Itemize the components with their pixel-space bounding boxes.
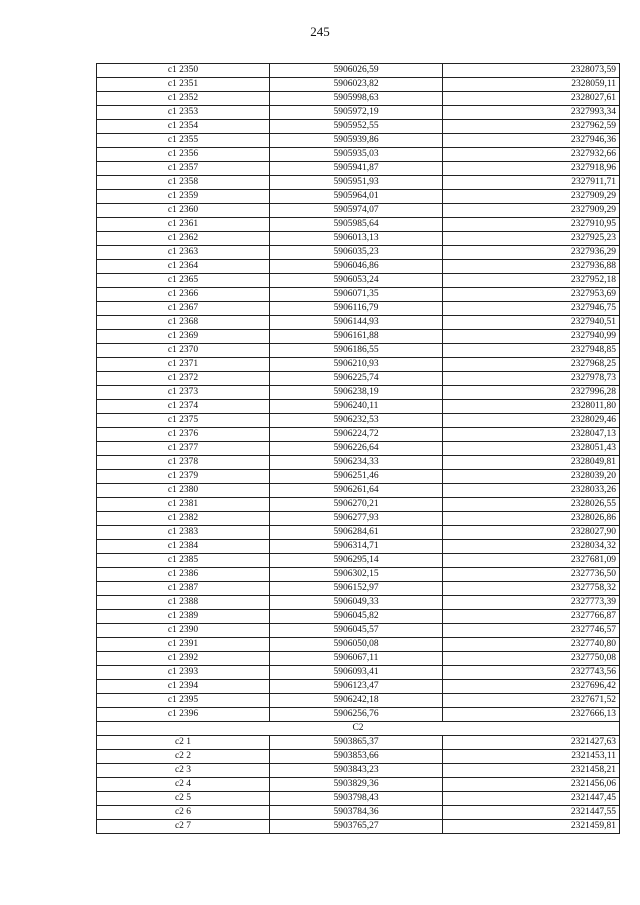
table-row (97, 764, 620, 778)
table-row (97, 694, 620, 708)
x-coordinate-cell: 5906242,18 (270, 694, 443, 708)
table-row (97, 204, 620, 218)
point-id-cell: c1 2386 (97, 568, 270, 582)
table-row (97, 498, 620, 512)
table-row (97, 260, 620, 274)
point-id-cell: c2 2 (97, 750, 270, 764)
table-row (97, 442, 620, 456)
x-coordinate-cell: 5905935,03 (270, 148, 443, 162)
x-coordinate-cell: 5906161,88 (270, 330, 443, 344)
y-coordinate-cell: 2328027,61 (443, 92, 620, 106)
x-coordinate-cell: 5906238,19 (270, 386, 443, 400)
point-id-cell: c1 2364 (97, 260, 270, 274)
point-id-cell: c1 2365 (97, 274, 270, 288)
point-id-cell: c1 2362 (97, 232, 270, 246)
y-coordinate-cell: 2327696,42 (443, 680, 620, 694)
x-coordinate-cell: 5906049,33 (270, 596, 443, 610)
x-coordinate-cell: 5906067,11 (270, 652, 443, 666)
x-coordinate-cell: 5906302,15 (270, 568, 443, 582)
table-row (97, 624, 620, 638)
point-id-cell: c1 2366 (97, 288, 270, 302)
table-row (97, 568, 620, 582)
table-row (97, 302, 620, 316)
point-id-cell: c1 2359 (97, 190, 270, 204)
y-coordinate-cell: 2328011,80 (443, 400, 620, 414)
y-coordinate-cell: 2327911,71 (443, 176, 620, 190)
point-id-cell: c1 2391 (97, 638, 270, 652)
y-coordinate-cell: 2328033,26 (443, 484, 620, 498)
y-coordinate-cell: 2327925,23 (443, 232, 620, 246)
x-coordinate-cell: 5906256,76 (270, 708, 443, 722)
x-coordinate-cell: 5906251,46 (270, 470, 443, 484)
table-row (97, 92, 620, 106)
y-coordinate-cell: 2327671,52 (443, 694, 620, 708)
point-id-cell: c1 2384 (97, 540, 270, 554)
table-row (97, 274, 620, 288)
table-body-c2 (97, 736, 620, 834)
y-coordinate-cell: 2328026,86 (443, 512, 620, 526)
x-coordinate-cell: 5903798,43 (270, 792, 443, 806)
y-coordinate-cell: 2327936,88 (443, 260, 620, 274)
x-coordinate-cell: 5906314,71 (270, 540, 443, 554)
table-row (97, 820, 620, 834)
x-coordinate-cell: 5906226,64 (270, 442, 443, 456)
x-coordinate-cell: 5906224,72 (270, 428, 443, 442)
point-id-cell: c1 2371 (97, 358, 270, 372)
table-row (97, 596, 620, 610)
table-row (97, 736, 620, 750)
point-id-cell: c1 2385 (97, 554, 270, 568)
y-coordinate-cell: 2328047,13 (443, 428, 620, 442)
y-coordinate-cell: 2321447,45 (443, 792, 620, 806)
x-coordinate-cell: 5906045,57 (270, 624, 443, 638)
table-row (97, 750, 620, 764)
point-id-cell: c1 2353 (97, 106, 270, 120)
y-coordinate-cell: 2321427,63 (443, 736, 620, 750)
table-row (97, 792, 620, 806)
x-coordinate-cell: 5903784,36 (270, 806, 443, 820)
point-id-cell: c1 2380 (97, 484, 270, 498)
y-coordinate-cell: 2327946,75 (443, 302, 620, 316)
table-row (97, 344, 620, 358)
point-id-cell: c1 2394 (97, 680, 270, 694)
y-coordinate-cell: 2327736,50 (443, 568, 620, 582)
y-coordinate-cell: 2327993,34 (443, 106, 620, 120)
table-row (97, 512, 620, 526)
table-row (97, 680, 620, 694)
y-coordinate-cell: 2327952,18 (443, 274, 620, 288)
x-coordinate-cell: 5906045,82 (270, 610, 443, 624)
table-row (97, 428, 620, 442)
y-coordinate-cell: 2327962,59 (443, 120, 620, 134)
y-coordinate-cell: 2321459,81 (443, 820, 620, 834)
y-coordinate-cell: 2327948,85 (443, 344, 620, 358)
table-row (97, 414, 620, 428)
y-coordinate-cell: 2327936,29 (443, 246, 620, 260)
table-row (97, 484, 620, 498)
x-coordinate-cell: 5906261,64 (270, 484, 443, 498)
point-id-cell: c1 2356 (97, 148, 270, 162)
x-coordinate-cell: 5906023,82 (270, 78, 443, 92)
y-coordinate-cell: 2327909,29 (443, 204, 620, 218)
point-id-cell: c1 2361 (97, 218, 270, 232)
point-id-cell: c2 4 (97, 778, 270, 792)
y-coordinate-cell: 2327978,73 (443, 372, 620, 386)
x-coordinate-cell: 5906240,11 (270, 400, 443, 414)
y-coordinate-cell: 2327766,87 (443, 610, 620, 624)
x-coordinate-cell: 5906277,93 (270, 512, 443, 526)
x-coordinate-cell: 5905964,01 (270, 190, 443, 204)
table-row (97, 554, 620, 568)
x-coordinate-cell: 5906035,23 (270, 246, 443, 260)
y-coordinate-cell: 2327932,66 (443, 148, 620, 162)
y-coordinate-cell: 2327968,25 (443, 358, 620, 372)
y-coordinate-cell: 2327940,99 (443, 330, 620, 344)
point-id-cell: c1 2389 (97, 610, 270, 624)
x-coordinate-cell: 5903865,37 (270, 736, 443, 750)
y-coordinate-cell: 2327940,51 (443, 316, 620, 330)
y-coordinate-cell: 2327750,08 (443, 652, 620, 666)
point-id-cell: c1 2368 (97, 316, 270, 330)
x-coordinate-cell: 5906295,14 (270, 554, 443, 568)
x-coordinate-cell: 5905985,64 (270, 218, 443, 232)
y-coordinate-cell: 2327666,13 (443, 708, 620, 722)
x-coordinate-cell: 5906232,53 (270, 414, 443, 428)
x-coordinate-cell: 5906144,93 (270, 316, 443, 330)
x-coordinate-cell: 5906270,21 (270, 498, 443, 512)
table-row (97, 582, 620, 596)
y-coordinate-cell: 2328034,32 (443, 540, 620, 554)
table-row (97, 316, 620, 330)
table-row (97, 120, 620, 134)
point-id-cell: c1 2363 (97, 246, 270, 260)
table-row (97, 232, 620, 246)
y-coordinate-cell: 2328027,90 (443, 526, 620, 540)
point-id-cell: c1 2354 (97, 120, 270, 134)
y-coordinate-cell: 2327681,09 (443, 554, 620, 568)
table-row (97, 540, 620, 554)
x-coordinate-cell: 5905974,07 (270, 204, 443, 218)
y-coordinate-cell: 2328051,43 (443, 442, 620, 456)
point-id-cell: c1 2372 (97, 372, 270, 386)
coordinates-table (96, 63, 620, 834)
y-coordinate-cell: 2328049,81 (443, 456, 620, 470)
point-id-cell: c1 2376 (97, 428, 270, 442)
table-row (97, 400, 620, 414)
point-id-cell: c1 2377 (97, 442, 270, 456)
y-coordinate-cell: 2328073,59 (443, 64, 620, 78)
table-row (97, 358, 620, 372)
table-row (97, 330, 620, 344)
table-row (97, 638, 620, 652)
x-coordinate-cell: 5906210,93 (270, 358, 443, 372)
x-coordinate-cell: 5905972,19 (270, 106, 443, 120)
point-id-cell: c1 2357 (97, 162, 270, 176)
point-id-cell: c1 2383 (97, 526, 270, 540)
y-coordinate-cell: 2321447,55 (443, 806, 620, 820)
table-row (97, 372, 620, 386)
x-coordinate-cell: 5906071,35 (270, 288, 443, 302)
y-coordinate-cell: 2327953,69 (443, 288, 620, 302)
table-row (97, 64, 620, 78)
table-body-c1 (97, 64, 620, 722)
point-id-cell: c1 2381 (97, 498, 270, 512)
x-coordinate-cell: 5906026,59 (270, 64, 443, 78)
x-coordinate-cell: 5906013,13 (270, 232, 443, 246)
point-id-cell: c2 5 (97, 792, 270, 806)
point-id-cell: c1 2393 (97, 666, 270, 680)
point-id-cell: c2 6 (97, 806, 270, 820)
point-id-cell: c1 2374 (97, 400, 270, 414)
section-header-row-group (97, 722, 620, 736)
point-id-cell: c1 2360 (97, 204, 270, 218)
x-coordinate-cell: 5906152,97 (270, 582, 443, 596)
table-row (97, 708, 620, 722)
table-row (97, 134, 620, 148)
table-row (97, 806, 620, 820)
x-coordinate-cell: 5906050,08 (270, 638, 443, 652)
page-number: 245 (310, 24, 330, 39)
y-coordinate-cell: 2328026,55 (443, 498, 620, 512)
point-id-cell: c1 2379 (97, 470, 270, 484)
y-coordinate-cell: 2321453,11 (443, 750, 620, 764)
point-id-cell: c1 2388 (97, 596, 270, 610)
table-row (97, 148, 620, 162)
x-coordinate-cell: 5905952,55 (270, 120, 443, 134)
point-id-cell: c1 2358 (97, 176, 270, 190)
y-coordinate-cell: 2327743,56 (443, 666, 620, 680)
y-coordinate-cell: 2327996,28 (443, 386, 620, 400)
point-id-cell: c1 2392 (97, 652, 270, 666)
y-coordinate-cell: 2327740,80 (443, 638, 620, 652)
point-id-cell: c1 2387 (97, 582, 270, 596)
y-coordinate-cell: 2321456,06 (443, 778, 620, 792)
x-coordinate-cell: 5906284,61 (270, 526, 443, 540)
table-row (97, 288, 620, 302)
point-id-cell: c2 3 (97, 764, 270, 778)
y-coordinate-cell: 2327918,96 (443, 162, 620, 176)
x-coordinate-cell: 5906093,41 (270, 666, 443, 680)
point-id-cell: c1 2375 (97, 414, 270, 428)
y-coordinate-cell: 2327946,36 (443, 134, 620, 148)
table-row (97, 218, 620, 232)
y-coordinate-cell: 2328059,11 (443, 78, 620, 92)
point-id-cell: c1 2352 (97, 92, 270, 106)
x-coordinate-cell: 5906053,24 (270, 274, 443, 288)
table-row (97, 78, 620, 92)
point-id-cell: c1 2369 (97, 330, 270, 344)
x-coordinate-cell: 5903853,66 (270, 750, 443, 764)
y-coordinate-cell: 2328029,46 (443, 414, 620, 428)
section-header-row (97, 722, 620, 736)
y-coordinate-cell: 2327909,29 (443, 190, 620, 204)
x-coordinate-cell: 5905941,87 (270, 162, 443, 176)
x-coordinate-cell: 5906123,47 (270, 680, 443, 694)
x-coordinate-cell: 5905998,63 (270, 92, 443, 106)
table-row (97, 246, 620, 260)
x-coordinate-cell: 5903765,27 (270, 820, 443, 834)
point-id-cell: c1 2378 (97, 456, 270, 470)
point-id-cell: c1 2355 (97, 134, 270, 148)
table-row (97, 666, 620, 680)
table-row (97, 652, 620, 666)
x-coordinate-cell: 5905951,93 (270, 176, 443, 190)
x-coordinate-cell: 5905939,86 (270, 134, 443, 148)
table-row (97, 162, 620, 176)
point-id-cell: c1 2373 (97, 386, 270, 400)
table-row (97, 106, 620, 120)
point-id-cell: c1 2396 (97, 708, 270, 722)
x-coordinate-cell: 5903843,23 (270, 764, 443, 778)
x-coordinate-cell: 5906234,33 (270, 456, 443, 470)
point-id-cell: c1 2395 (97, 694, 270, 708)
table-row (97, 470, 620, 484)
y-coordinate-cell: 2328039,20 (443, 470, 620, 484)
x-coordinate-cell: 5906186,55 (270, 344, 443, 358)
y-coordinate-cell: 2327910,95 (443, 218, 620, 232)
table-row (97, 456, 620, 470)
point-id-cell: c1 2390 (97, 624, 270, 638)
y-coordinate-cell: 2327758,32 (443, 582, 620, 596)
y-coordinate-cell: 2327746,57 (443, 624, 620, 638)
x-coordinate-cell: 5903829,36 (270, 778, 443, 792)
table-row (97, 778, 620, 792)
y-coordinate-cell: 2321458,21 (443, 764, 620, 778)
table-row (97, 190, 620, 204)
table-row (97, 526, 620, 540)
point-id-cell: c1 2370 (97, 344, 270, 358)
point-id-cell: c1 2351 (97, 78, 270, 92)
table-row (97, 176, 620, 190)
table-row (97, 386, 620, 400)
x-coordinate-cell: 5906046,86 (270, 260, 443, 274)
point-id-cell: c1 2350 (97, 64, 270, 78)
point-id-cell: c1 2382 (97, 512, 270, 526)
point-id-cell: c2 7 (97, 820, 270, 834)
point-id-cell: c2 1 (97, 736, 270, 750)
section-label: C2 (97, 722, 620, 736)
x-coordinate-cell: 5906116,79 (270, 302, 443, 316)
x-coordinate-cell: 5906225,74 (270, 372, 443, 386)
point-id-cell: c1 2367 (97, 302, 270, 316)
y-coordinate-cell: 2327773,39 (443, 596, 620, 610)
table-row (97, 610, 620, 624)
